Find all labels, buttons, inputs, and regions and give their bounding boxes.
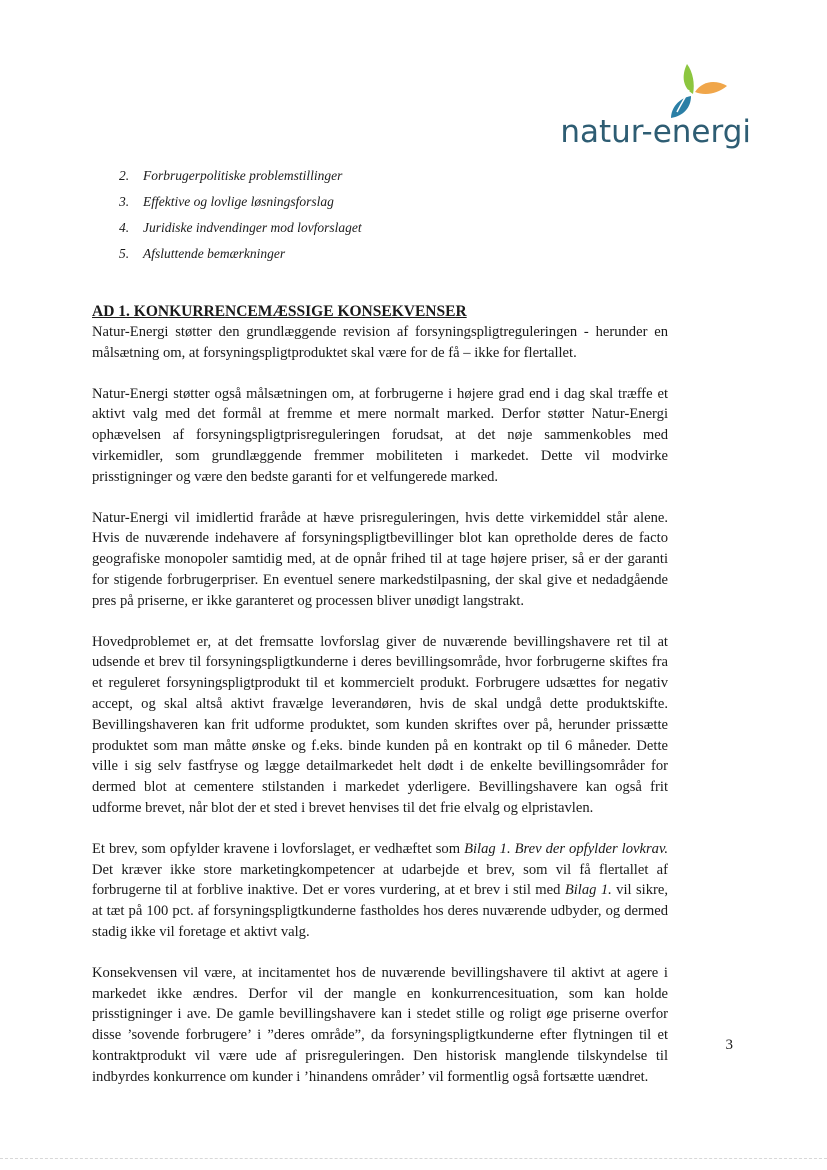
toc-item: 5. Afsluttende bemærkninger bbox=[119, 246, 286, 261]
paragraph: Et brev, som opfylder kravene i lovforslaget, er vedhæftet som Bilag 1. Brev der opfylder lovkrav. Det kræver ikke store marketingkompetencer at udarbejde et brev, som vil få flertallet af forbrugerne til at forblive inaktive. Det er vores vurdering, at et brev i stil med Bilag 1. vil sikre, at tæt på 100 pct. af forsyningspligtkunderne fastholdes hos deres nuværende udbyder, og dermed stadig ikke vil foretage et aktivt valg. bbox=[92, 840, 668, 940]
page-edge-divider bbox=[0, 1158, 827, 1160]
table-of-contents bbox=[119, 163, 362, 267]
paragraph: Natur-Energi vil imidlertid fraråde at hæve prisreguleringen, hvis dette virkemiddel står alene. Hvis de nuværende indehavere af forsyningspligtbevillinger blot kan opretholde deres de facto geografiske monopoler samtidig med, at de opnår frihed til at tage højere priser, så er der garanti for stigende forbrugerpriser. En eventuel senere markedstilpasning, der skal give et nedadgående pres på priserne, er ikke garanteret og processen bliver unødigt langstrakt. bbox=[92, 509, 668, 609]
toc-item: 2. Forbrugerpolitiske problemstillinger bbox=[119, 168, 343, 183]
page-number: 3 bbox=[725, 1037, 733, 1053]
paragraph: Konsekvensen vil være, at incitamentet hos de nuværende bevillingshavere til aktivt at agere i markedet ikke ændres. Derfor vil der mangle en konkurrencesituation, som kan holde prisstigninger i ave. De gamle bevillingshavere kan i stedet stille og roligt øge priserne overfor disse ’sovende forbrugere’ i ”deres område”, da forsyningspligtkunderne efter flytningen til et kontraktprodukt vil være ude af prisreguleringen. Den historisk manglende tilskyndelse til indbyrdes konkurrence om kunder i ’hinandens områder’ vil formentlig også fortsætte uændret. bbox=[92, 964, 668, 1085]
paragraph: Natur-Energi støtter den grundlæggende revision af forsyningspligtreguleringen - herunder en målsætning om, at forsyningspligtproduktet skal være for de få – ikke for flertallet. bbox=[92, 324, 668, 361]
toc-item: 4. Juridiske indvendinger mod lovforslaget bbox=[119, 220, 362, 235]
natur-energi-logo bbox=[561, 62, 751, 157]
toc-item: 3. Effektive og lovlige løsningsforslag bbox=[119, 194, 334, 209]
paragraph: Hovedproblemet er, at det fremsatte lovforslag giver de nuværende bevillingshavere ret til at udsende et brev til forsyningspligtkunderne i deres bevillingsområde, hvor forbrugerne skiftes fra et reguleret forsyningspligtprodukt til et kommercielt produkt. Forbrugere udsættes for negativ accept, og skal altså aktivt fravælge leverandøren, hvis de skal undgå dette produktskifte. Bevillingshaveren kan frit udforme produktet, som kunden skriftes over på, herunder prissætte produktet som man måtte ønske og f.eks. binde kunden på en kontrakt op til 6 måneder. Dette ville i sig selv fastfryse og lægge detailmarkedet helt dødt i de enkelte bevillingsområder for dermed blot at cementere stilstanden i markedet yderligere. Bevillingshavere kan også frit udforme brevet, når blot der et sted i brevet henvises til det frie elvalg og elpristavlen. bbox=[92, 633, 668, 816]
attachment-reference: Bilag 1. Brev der opfylder lovkrav. bbox=[464, 840, 668, 857]
logo-wordmark: natur-energi bbox=[560, 114, 751, 150]
section-heading: AD 1. KONKURRENCEMÆSSIGE KONSEKVENSER bbox=[92, 303, 467, 320]
leaf-logo-icon bbox=[659, 62, 729, 120]
section-content bbox=[92, 302, 668, 1108]
attachment-reference: Bilag 1. bbox=[564, 882, 612, 899]
paragraph: Natur-Energi støtter også målsætningen om, at forbrugerne i højere grad end i dag skal træffe et aktivt valg med det formål at fremme et mere normalt marked. Derfor støtter Natur-Energi ophævelsen af forsyningspligtprisreguleringen forudsat, at det nøje sammenkobles med virkemidler, som grundlæggende fremmer mobiliteten i markedet. Dette vil modvirke prisstigninger og være den bedste garanti for et velfungerede marked. bbox=[92, 385, 668, 485]
